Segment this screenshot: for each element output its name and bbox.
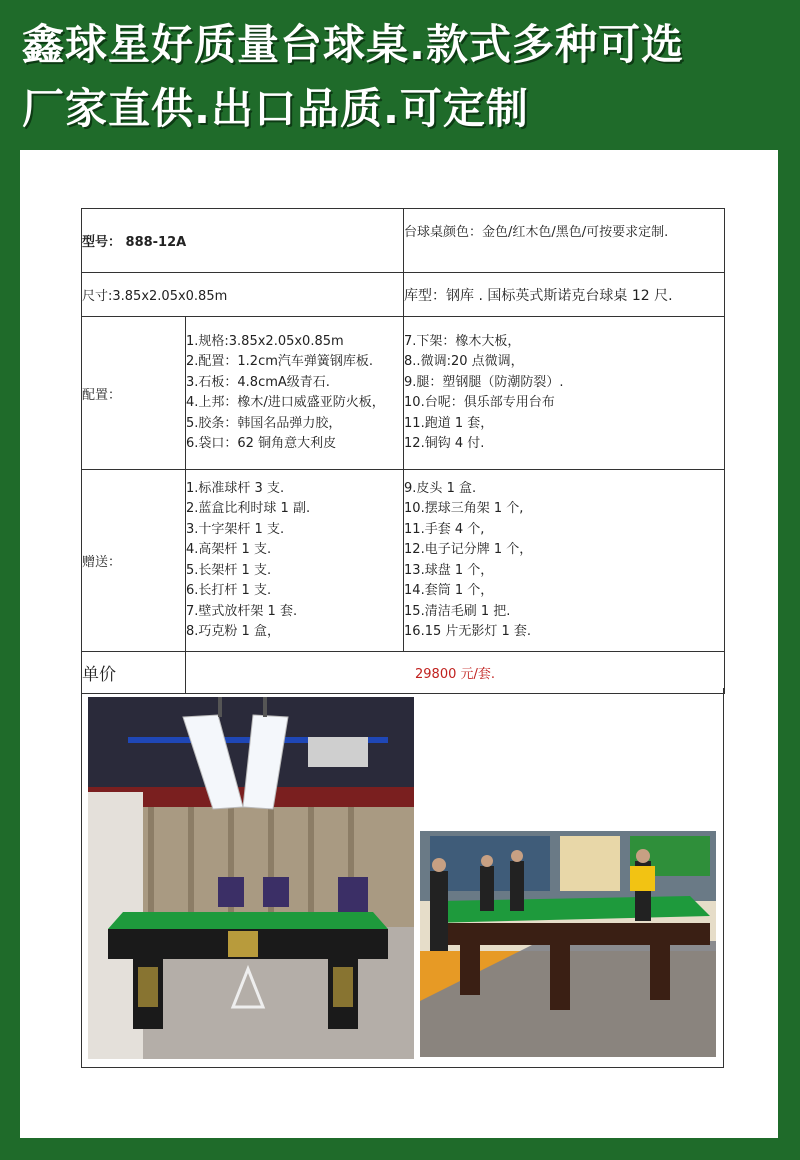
list-item: 10.摆球三角架 1 个, bbox=[404, 501, 524, 516]
price-label: 单价 bbox=[82, 652, 186, 694]
list-item: 9.腿：塑钢腿（防潮防裂）. bbox=[404, 374, 564, 390]
list-item: 1.规格:3.85x2.05x0.85m bbox=[186, 333, 344, 349]
price-value: 29800 元/套. bbox=[186, 652, 725, 694]
list-item: 4.高架杆 1 支. bbox=[186, 542, 272, 557]
list-item: 7.下架：橡木大板， bbox=[404, 333, 521, 349]
photo-section bbox=[81, 688, 724, 1068]
list-item: 2.配置：1.2cm汽车弹簧钢库板. bbox=[186, 354, 374, 369]
list-item: 11.跑道 1 套， bbox=[404, 415, 494, 431]
list-item: 13.球盘 1 个， bbox=[404, 562, 494, 578]
model-cell: 型号： 888-12A bbox=[82, 209, 404, 273]
list-item: 12.铜钩 4 付. bbox=[404, 436, 485, 451]
list-item: 14.套筒 1 个， bbox=[404, 583, 494, 598]
header-banner bbox=[0, 0, 800, 150]
list-item: 5.胶条：韩国名品弹力胶， bbox=[186, 415, 342, 431]
list-item: 8.巧克粉 1 盒， bbox=[186, 624, 280, 639]
list-item: 4.上邦：橡木/进口威盛亚防火板， bbox=[186, 395, 385, 410]
list-item: 12.电子记分牌 1 个， bbox=[404, 542, 533, 557]
list-item: 11.手套 4 个, bbox=[404, 521, 485, 537]
size-cell: 尺寸:3.85x2.05x0.85m bbox=[82, 273, 404, 317]
list-item: 7.壁式放杆架 1 套. bbox=[186, 603, 298, 619]
list-item: 9.皮头 1 盒. bbox=[404, 480, 477, 496]
list-item: 5.长架杆 1 支. bbox=[186, 562, 272, 578]
gift-left-list bbox=[186, 470, 404, 652]
config-left-list bbox=[186, 317, 404, 470]
exhibition-photo bbox=[420, 831, 716, 1057]
list-item: 3.十字架杆 1 支. bbox=[186, 521, 285, 537]
list-item: 16.15 片无影灯 1 套. bbox=[404, 624, 532, 639]
billiard-room-photo bbox=[88, 697, 414, 1059]
list-item: 3.石板：4.8cmA级青石. bbox=[186, 374, 330, 390]
gift-label: 赠送： bbox=[82, 470, 186, 652]
list-item: 6.长打杆 1 支. bbox=[186, 583, 272, 598]
list-item: 15.清洁毛刷 1 把. bbox=[404, 603, 511, 619]
gift-right-list bbox=[404, 470, 725, 652]
banner-title-line1: 鑫球星好质量台球桌.款式多种可选 bbox=[22, 20, 684, 69]
spec-table bbox=[81, 208, 725, 694]
list-item: 8..微调:20 点微调， bbox=[404, 354, 524, 369]
type-cell: 库型：钢库 . 国标英式斯诺克台球桌 12 尺. bbox=[404, 273, 725, 317]
config-right-list bbox=[404, 317, 725, 470]
list-item: 1.标准球杆 3 支. bbox=[186, 480, 285, 496]
list-item: 6.袋口：62 铜角意大利皮 bbox=[186, 436, 337, 451]
config-label: 配置： bbox=[82, 317, 186, 470]
banner-title-line2: 厂家直供.出口品质.可定制 bbox=[22, 84, 529, 133]
spec-sheet bbox=[20, 150, 778, 1138]
list-item: 10.台呢：俱乐部专用台布 bbox=[404, 395, 555, 410]
list-item: 2.蓝盒比利时球 1 副. bbox=[186, 501, 311, 516]
color-cell: 台球桌颜色：金色/红木色/黑色/可按要求定制. bbox=[404, 209, 725, 273]
